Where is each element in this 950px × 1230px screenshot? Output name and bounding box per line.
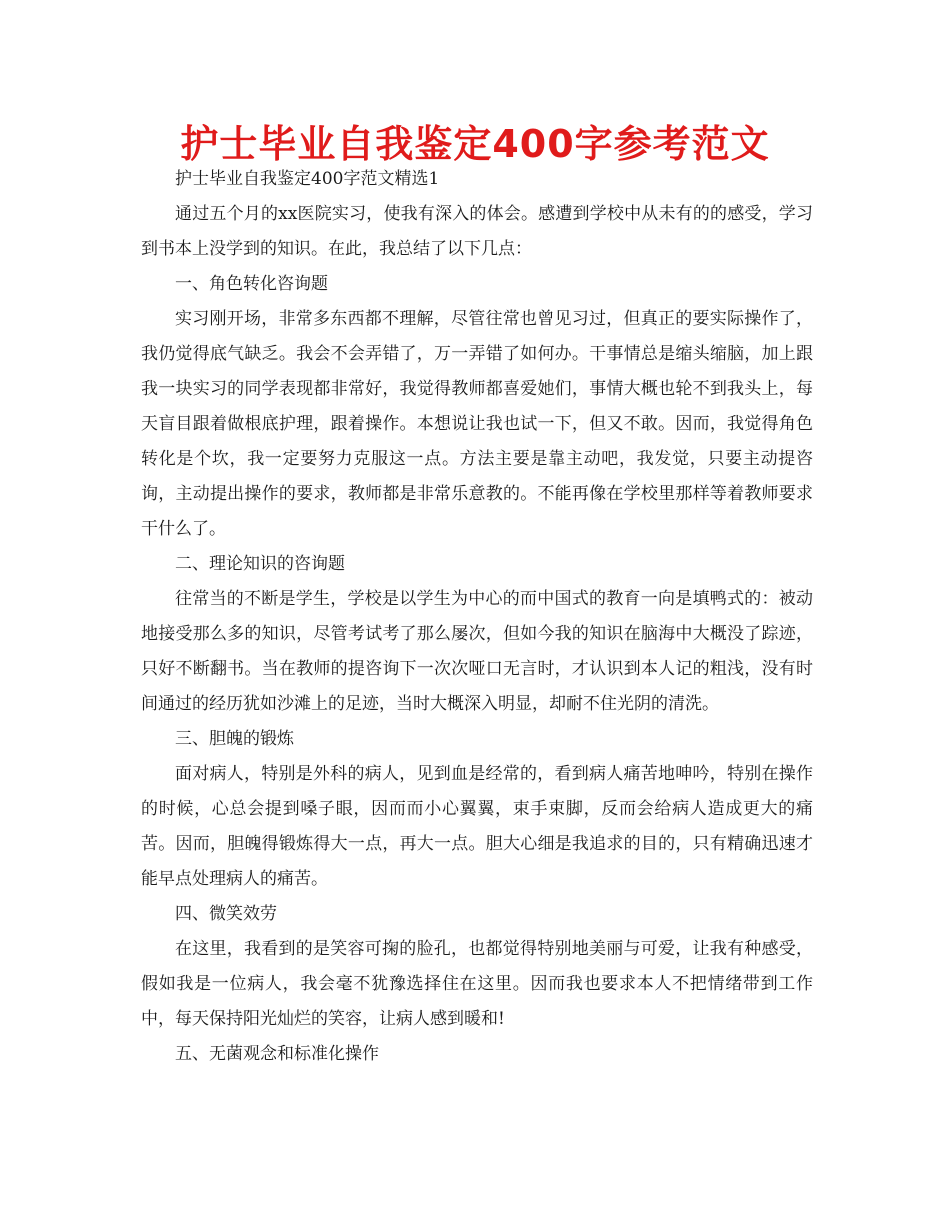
- document-title: 护士毕业自我鉴定400字参考范文: [180, 122, 770, 166]
- subtitle-line: 护士毕业自我鉴定400字范文精选1: [175, 169, 440, 189]
- section-heading-courage: 三、胆魄的锻炼: [175, 729, 294, 749]
- section-heading-theory: 二、理论知识的咨询题: [175, 554, 345, 574]
- paragraph-smile-service: 在这里，我看到的是笑容可掬的脸孔，也都觉得特别地美丽与可爱，让我有种感受，假如我是一位病人，我会毫不犹豫选择住在这里。因而我也要求本人不把情绪带到工作中，每天保持阳光灿烂的笑容，让病人感到暖和!: [141, 939, 813, 1029]
- section-heading-role-change: 一、角色转化咨询题: [175, 274, 328, 294]
- section-heading-aseptic: 五、无菌观念和标准化操作: [175, 1044, 379, 1064]
- intro-paragraph: 通过五个月的xx医院实习，使我有深入的体会。感遭到学校中从未有的的感受，学习到书本上没学到的知识。在此，我总结了以下几点：: [141, 204, 813, 259]
- paragraph-courage: 面对病人，特别是外科的病人，见到血是经常的，看到病人痛苦地呻吟，特别在操作的时候，心总会提到嗓子眼，因而而小心翼翼，束手束脚，反而会给病人造成更大的痛苦。因而，胆魄得锻炼得大一点，再大一点。胆大心细是我追求的目的，只有精确迅速才能早点处理病人的痛苦。: [141, 764, 813, 889]
- paragraph-role-change: 实习刚开场，非常多东西都不理解，尽管往常也曾见习过，但真正的要实际操作了，我仍觉得底气缺乏。我会不会弄错了，万一弄错了如何办。干事情总是缩头缩脑，加上跟我一块实习的同学表现都非常好，我觉得教师都喜爱她们，事情大概也轮不到我头上，每天盲目跟着做根底护理，跟着操作。本想说让我也试一下，但又不敢。因而，我觉得角色转化是个坎，我一定要努力克服这一点。方法主要是靠主动吧，我发觉，只要主动提咨询，主动提出操作的要求，教师都是非常乐意教的。不能再像在学校里那样等着教师要求干什么了。: [141, 309, 813, 539]
- document-body: [141, 162, 813, 1072]
- section-heading-smile-service: 四、微笑效劳: [175, 904, 277, 924]
- paragraph-theory: 往常当的不断是学生，学校是以学生为中心的而中国式的教育一向是填鸭式的：被动地接受那么多的知识，尽管考试考了那么屡次，但如今我的知识在脑海中大概没了踪迹，只好不断翻书。当在教师的提咨询下一次次哑口无言时，才认识到本人记的粗浅，没有时间通过的经历犹如沙滩上的足迹，当时大概深入明显，却耐不住光阴的清洗。: [141, 589, 813, 714]
